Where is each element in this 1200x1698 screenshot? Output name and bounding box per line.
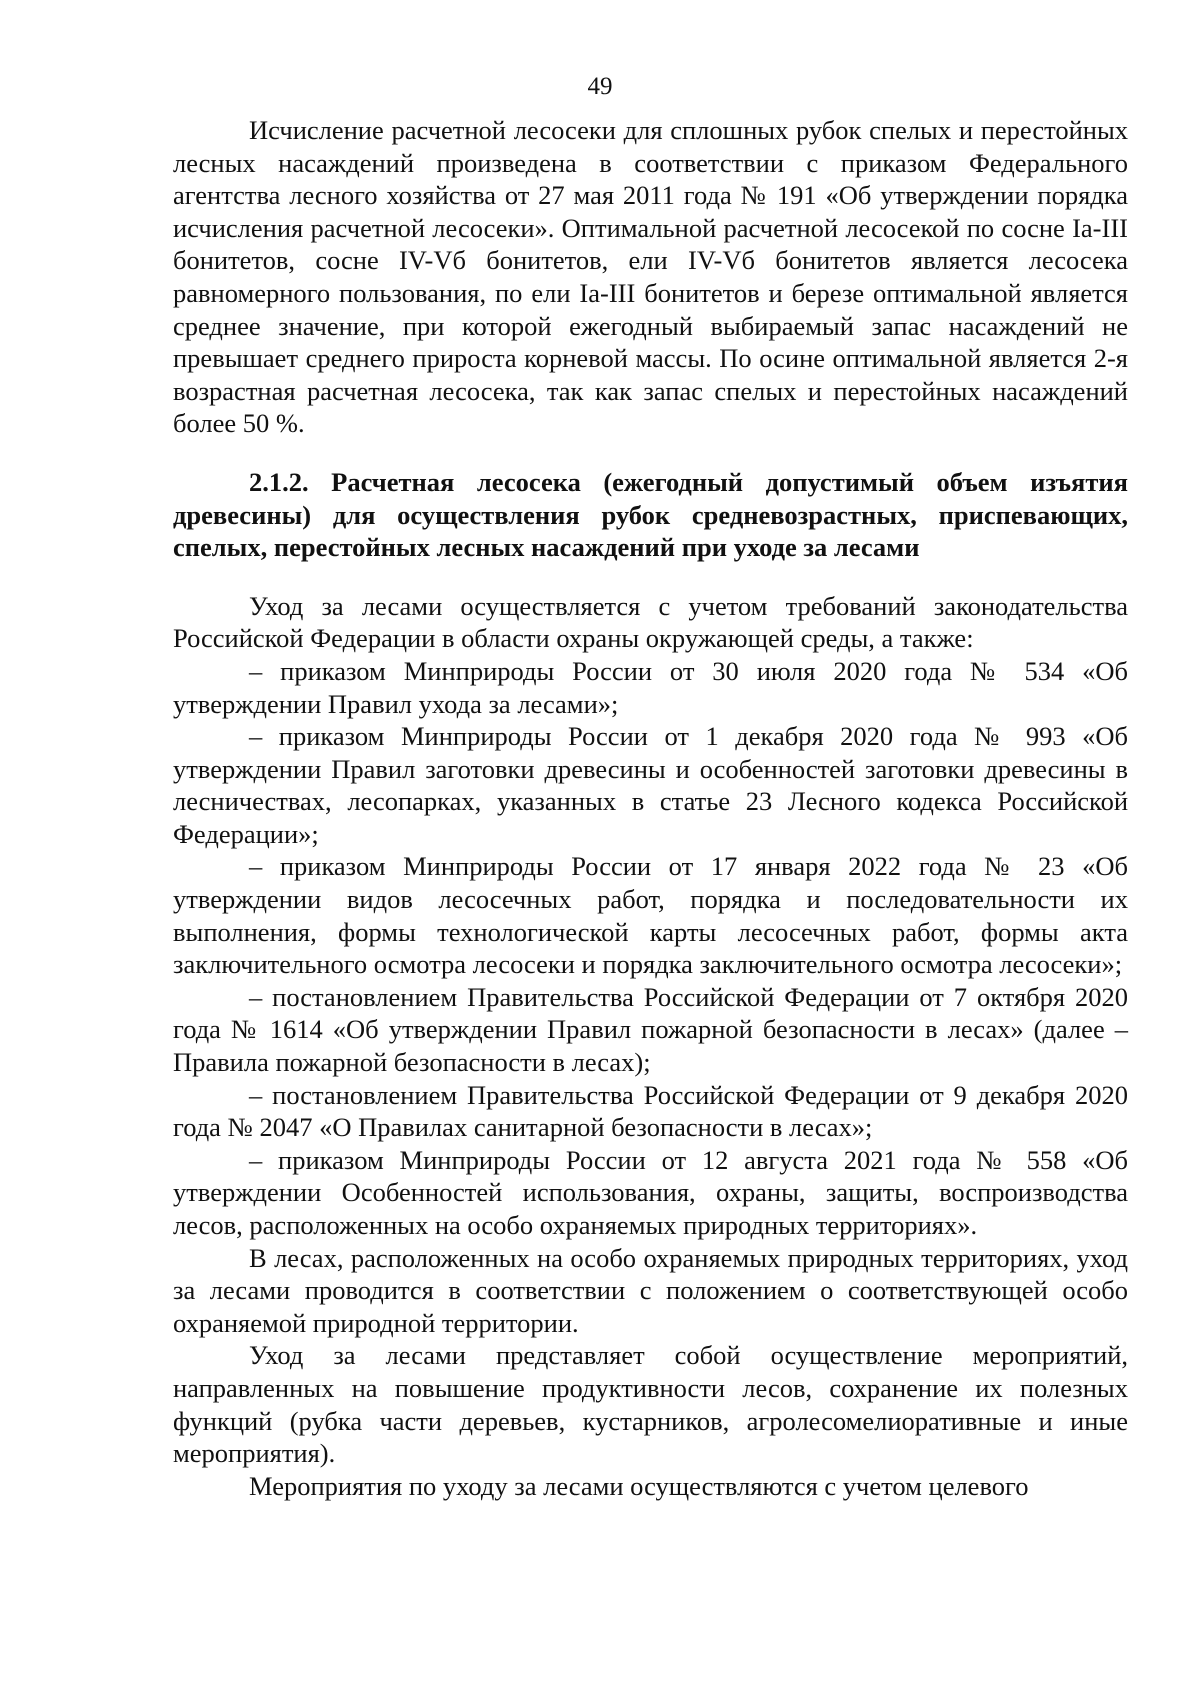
paragraph-allowable-cut-calculation: Исчисление расчетной лесосеки для сплошных рубок спелых и перестойных лесных насаждений произведена в соответствии с приказом Федерального агентства лесного хозяйства от 27 мая 2011 года № 191 «Об утверждении порядка исчисления расчетной лесосеки». Оптимальной расчетной лесосекой по сосне Ia-III бонитетов, сосне IV-Vб бонитетов, ели IV-Vб бонитетов является лесосека равномерного пользования, по ели Ia-III бонитетов и березе оптимальной является среднее значение, при которой ежегодный выбираемый запас насаждений не превышает среднего прироста корневой массы. По осине оптимальной является 2-я возрастная расчетная лесосека, так как запас спелых и перестойных насаждений более 50 %. <box>173 115 1128 439</box>
section-heading-2-1-2: 2.1.2. Расчетная лесосека (ежегодный допустимый объем изъятия древесины) для осуществления рубок средневозрастных, приспевающих, спелых, перестойных лесных насаждений при уходе за лесами <box>173 466 1128 563</box>
paragraph-protected-territories: В лесах, расположенных на особо охраняемых природных территориях, уход за лесами проводится в соответствии с положением о соответствующей особо охраняемой природной территории. <box>173 1242 1128 1338</box>
list-item-order-993: – приказом Минприроды России от 1 декабря 2020 года № 993 «Об утверждении Правил заготовки древесины и особенностей заготовки древесины в лесничествах, лесопарках, указанных в статье 23 Лесного кодекса Российской Федерации»; <box>173 721 1128 849</box>
list-item-decree-2047: – постановлением Правительства Российской Федерации от 9 декабря 2020 года № 2047 «О Правилах санитарной безопасности в лесах»; <box>173 1079 1128 1143</box>
page-body <box>173 114 1128 1502</box>
list-item-order-558: – приказом Минприроды России от 12 августа 2021 года № 558 «Об утверждении Особенностей использования, охраны, защиты, воспроизводства лесов, расположенных на особо охраняемых природных территориях». <box>173 1144 1128 1240</box>
paragraph-forest-care-intro: Уход за лесами осуществляется с учетом требований законодательства Российской Федерации в области охраны окружающей среды, а также: <box>173 590 1128 654</box>
page-number: 49 <box>587 73 613 100</box>
list-item-order-534: – приказом Минприроды России от 30 июля 2020 года № 534 «Об утверждении Правил ухода за лесами»; <box>173 655 1128 719</box>
paragraph-care-measures: Мероприятия по уходу за лесами осуществляются с учетом целевого <box>249 1470 1029 1501</box>
section-body <box>173 590 1128 1503</box>
paragraph-forest-care-definition: Уход за лесами представляет собой осуществление мероприятий, направленных на повышение продуктивности лесов, сохранение их полезных функций (рубка части деревьев, кустарников, агролесомелиоративные и иные мероприятия). <box>173 1340 1128 1469</box>
list-item-decree-1614: – постановлением Правительства Российской Федерации от 7 октября 2020 года № 1614 «Об утверждении Правил пожарной безопасности в лесах» (далее – Правила пожарной безопасности в лесах); <box>173 981 1128 1078</box>
list-item-order-23: – приказом Минприроды России от 17 января 2022 года № 23 «Об утверждении видов лесосечных работ, порядка и последовательности их выполнения, формы технологической карты лесосечных работ, формы акта заключительного осмотра лесосеки и порядка заключительного осмотра лесосеки»; <box>173 851 1128 980</box>
